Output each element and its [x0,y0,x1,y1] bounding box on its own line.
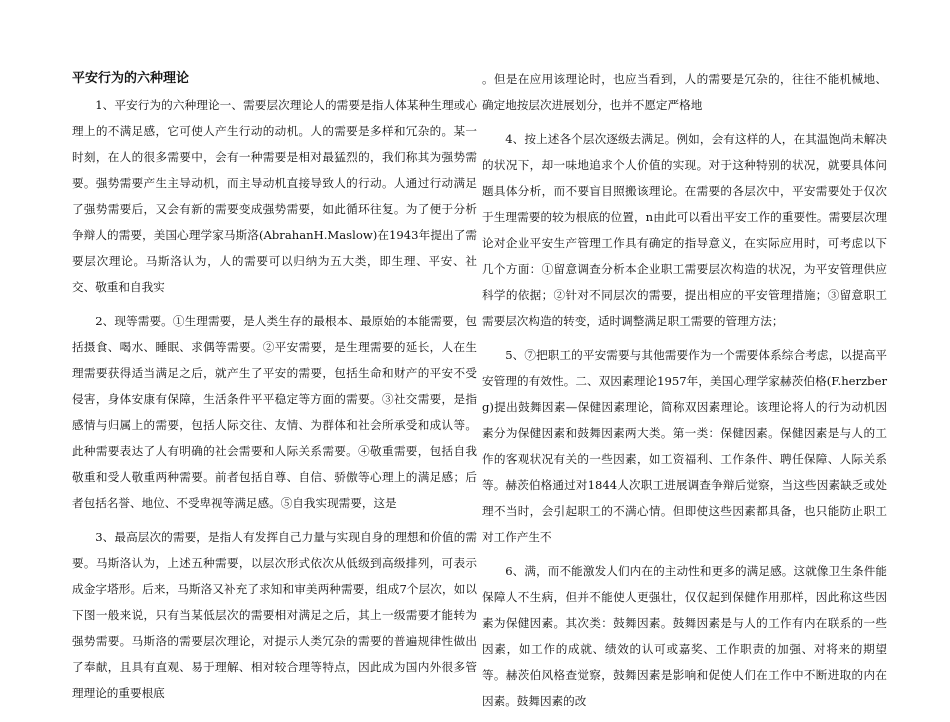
right-column [482,66,887,722]
paragraph-5: 5、⑦把职工的平安需要与其他需要作为一个需要体系综合考虑，以提高平安管理的有效性。二、双因素理论1957年，美国心理学家赫茨伯格(F.herzberg)提出鼓舞因素—保健因素理论，简称双因素理论。该理论将人的行为动机因素分为保健因素和鼓舞因素两大类。第一类：保健因素。保健因素是与人的工作的客观状况有关的一些因素，如工资福利、工作条件、聘任保障、人际关系等。赫茨伯格通过对1844人次职工进展调查争辩后觉察，当这些因素缺乏或处理不当时，会引起职工的不满心情。但即使这些因素都具备，也只能防止职工对工作产生不 [482,348,887,544]
paragraph-1: 1、平安行为的六种理论一、需要层次理论人的需要是指人体某种生理或心理上的不满足感，它可使人产生行动的动机。人的需要是多样和冗杂的。某一时刻，在人的很多需要中，会有一种需要是相对最猛烈的，我们称其为强势需要。强势需要产生主导动机，而主导动机直接导致人的行动。人通过行动满足了强势需要后，又会有新的需要变成强势需要，如此循环往复。为了便于分析争辩人的需要，美国心理学家马斯洛(AbrahanH.Maslow)在1943年提出了需要层次理论。马斯洛认为，人的需要可以归纳为五大类，即生理、平安、社交、敬重和自我实 [72,98,477,294]
paragraph-continuation: 。但是在应用该理论时，也应当看到，人的需要是冗杂的，往往不能机械地、确定地按层次进展划分，也并不愿定严格地 [482,72,887,112]
document-title: 平安行为的六种理论 [72,71,190,86]
left-column [72,66,477,714]
paragraph-4: 4、按上述各个层次逐级去满足。例如，会有这样的人，在其温饱尚未解决的状况下，却一味地追求个人价值的实现。对于这种特别的状况，就要具体问题具体分析，而不要盲目照搬该理论。在需要的各层次中，平安需要处于仅次于生理需要的较为根底的位置，n由此可以看出平安工作的重要性。需要层次理论对企业平安生产管理工作具有确定的指导意义，在实际应用时，可考虑以下几个方面：①留意调查分析本企业职工需要层次构造的状况，为平安管理供应科学的依据；②针对不同层次的需要，提出相应的平安管理措施；③留意职工需要层次构造的转变，适时调整满足职工需要的管理方法； [482,132,887,328]
paragraph-3: 3、最高层次的需要，是指人有发挥自己力量与实现自身的理想和价值的需要。马斯洛认为，上述五种需要，以层次形式依次从低级到高级排列，可表示成金字塔形。后来，马斯洛又补充了求知和审美两种需要，组成7个层次，如以下图一般来说，只有当某低层次的需要相对满足之后，其上一级需要才能转为强势需要。马斯洛的需要层次理论，对提示人类冗杂的需要的普遍规律性做出了奉献，且具有直观、易于理解、相对较合理等特点，因此成为国内外很多管理理论的重要根底 [72,530,477,700]
paragraph-6: 6、满，而不能激发人们内在的主动性和更多的满足感。这就像卫生条件能保障人不生病，但并不能使人更强壮，仅仅起到保健作用那样，因此称这些因素为保健因素。其次类：鼓舞因素。鼓舞因素是与人的工作有内在联系的一些因素，如工作的成就、绩效的认可或嘉奖、工作职责的加强、对将来的期望等。赫茨伯风格查觉察，鼓舞因素是影响和促使人们在工作中不断进取的内在因素。鼓舞因素的改 [482,564,887,708]
paragraph-2: 2、现等需要。①生理需要，是人类生存的最根本、最原始的本能需要，包括摄食、喝水、睡眠、求偶等需要。②平安需要，是生理需要的延长，人在生理需要获得适当满足之后，就产生了平安的需要，包括生命和财产的平安不受侵害，身体安康有保障，生活条件平平稳定等方面的需要。③社交需要，是指感情与归属上的需要，包括人际交往、友情、为群体和社会所承受和成认等。此种需要表达了人有明确的社会需要和人际关系需要。④敬重需要，包括自我敬重和受人敬重两种需要。前者包括自尊、自信、骄傲等心理上的满足感；后者包括名誉、地位、不受卑视等满足感。⑤自我实现需要，这是 [72,314,477,510]
